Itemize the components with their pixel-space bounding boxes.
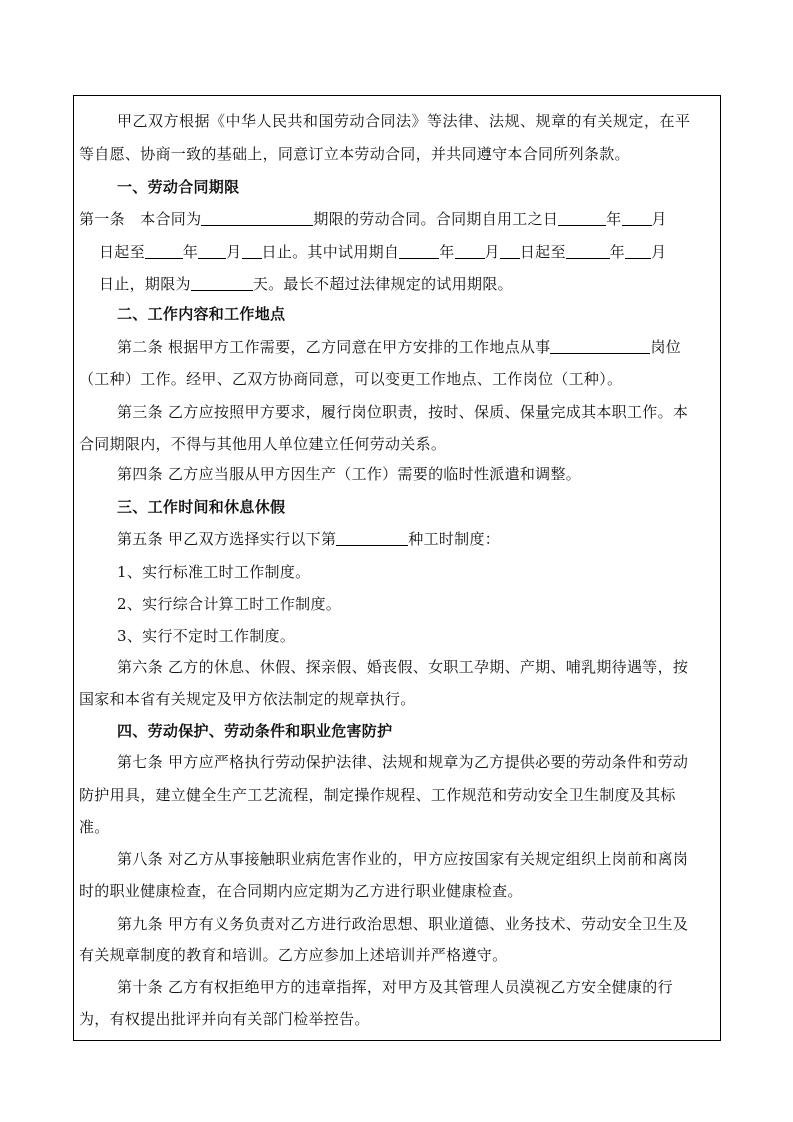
work-hour-option-2: 2、实行综合计算工时工作制度。 <box>117 595 342 613</box>
section-heading-2: 二、工作内容和工作地点 <box>117 305 286 323</box>
section-heading-4: 四、劳动保护、劳动条件和职业危害防护 <box>117 722 393 740</box>
article-6-line-2: 国家和本省有关规定及甲方依法制定的规章执行。 <box>79 690 416 708</box>
article-5-text: 第五条 甲乙双方选择实行以下第 <box>117 530 337 548</box>
work-hour-option-1: 1、实行标准工时工作制度。 <box>117 563 311 581</box>
probation-start-month-blank[interactable] <box>455 243 485 259</box>
section-heading-3: 三、工作时间和休息休假 <box>117 498 286 516</box>
article-2-line-1 <box>79 337 715 357</box>
article-1-text: 日止，期限为 <box>99 275 191 293</box>
article-7-line-3: 准。 <box>79 818 110 836</box>
article-2-line-2: （工种）工作。经甲、乙双方协商同意，可以变更工作地点、工作岗位（工种）。 <box>79 370 623 388</box>
article-1-line-1 <box>79 209 715 229</box>
article-7-line-2: 防护用具，建立健全生产工艺流程，制定操作规程、工作规范和劳动安全卫生制度及其标 <box>79 786 676 804</box>
article-8-line-1: 第八条 对乙方从事接触职业病危害作业的，甲方应按国家有关规定组织上岗前和离岗 <box>117 850 689 868</box>
article-3-line-2: 合同期限内，不得与其他用人单位建立任何劳动关系。 <box>79 435 447 453</box>
article-1-text: 日起至 <box>99 243 145 261</box>
intro-line-2: 等自愿、协商一致的基础上，同意订立本劳动合同，并共同遵守本合同所列条款。 <box>79 145 630 163</box>
article-1-text: 日起至 <box>519 243 566 261</box>
article-1-line-2 <box>79 242 715 262</box>
article-1-line-3 <box>79 274 715 294</box>
year-label: 年 <box>606 210 622 228</box>
probation-end-year-blank[interactable] <box>566 243 610 259</box>
article-2-text: 第二条 根据甲方工作需要，乙方同意在甲方安排的工作地点从事 <box>117 338 551 356</box>
probation-days-blank[interactable] <box>191 275 253 291</box>
month-label: 月 <box>226 243 242 261</box>
article-8-line-2: 时的职业健康检查，在合同期内应定期为乙方进行职业健康检查。 <box>79 882 523 900</box>
article-9-line-2: 有关规章制度的教育和培训。乙方应参加上述培训并严格遵守。 <box>79 946 508 964</box>
end-year-blank[interactable] <box>145 243 183 259</box>
work-hour-option-3: 3、实行不定时工作制度。 <box>117 627 296 645</box>
article-4: 第四条 乙方应当服从甲方因生产（工作）需要的临时性派遣和调整。 <box>117 465 582 483</box>
month-label: 月 <box>484 243 500 261</box>
start-month-blank[interactable] <box>622 210 652 226</box>
month-label: 月 <box>651 243 667 261</box>
article-7-line-1: 第七条 甲方应严格执行劳动保护法律、法规和规章为乙方提供必要的劳动条件和劳动 <box>117 753 689 771</box>
article-1-text: 日止。其中试用期自 <box>261 243 400 261</box>
article-5-line-1 <box>79 529 715 549</box>
article-1-text: 期限的劳动合同。合同期自用工之日 <box>313 210 559 228</box>
article-1-text: 第一条 本合同为 <box>79 210 202 228</box>
article-6-line-1: 第六条 乙方的休息、休假、探亲假、婚丧假、女职工孕期、产期、哺乳期待遇等，按 <box>117 658 689 676</box>
article-9-line-1: 第九条 甲方有义务负责对乙方进行政治思想、职业道德、业务技术、劳动安全卫生及 <box>117 915 689 933</box>
probation-start-year-blank[interactable] <box>399 243 439 259</box>
year-label: 年 <box>609 243 626 261</box>
probation-end-month-blank[interactable] <box>625 243 651 259</box>
contract-term-blank[interactable] <box>201 210 313 226</box>
probation-start-day-blank[interactable] <box>500 243 520 259</box>
section-heading-1: 一、劳动合同期限 <box>117 178 240 196</box>
article-10-line-2: 为，有权提出批评并向有关部门检举控告。 <box>79 1010 370 1028</box>
article-3-line-1: 第三条 乙方应按照甲方要求，履行岗位职责，按时、保质、保量完成其本职工作。本 <box>117 403 689 421</box>
article-5-text: 种工时制度： <box>408 530 501 548</box>
article-1-text: 天。最长不超过法律规定的试用期限。 <box>252 275 513 293</box>
intro-line-1: 甲乙双方根据《中华人民共和国劳动合同法》等法律、法规、规章的有关规定，在平 <box>117 112 691 130</box>
start-year-blank[interactable] <box>558 210 606 226</box>
year-label: 年 <box>182 243 199 261</box>
end-month-blank[interactable] <box>198 243 226 259</box>
month-label: 月 <box>651 210 667 228</box>
year-label: 年 <box>439 243 455 261</box>
end-day-blank[interactable] <box>242 243 262 259</box>
article-2-text: 岗位 <box>650 338 682 356</box>
job-position-blank[interactable] <box>550 338 650 354</box>
work-hour-system-blank[interactable] <box>336 530 408 546</box>
article-10-line-1: 第十条 乙方有权拒绝甲方的违章指挥，对甲方及其管理人员漠视乙方安全健康的行 <box>117 978 673 996</box>
